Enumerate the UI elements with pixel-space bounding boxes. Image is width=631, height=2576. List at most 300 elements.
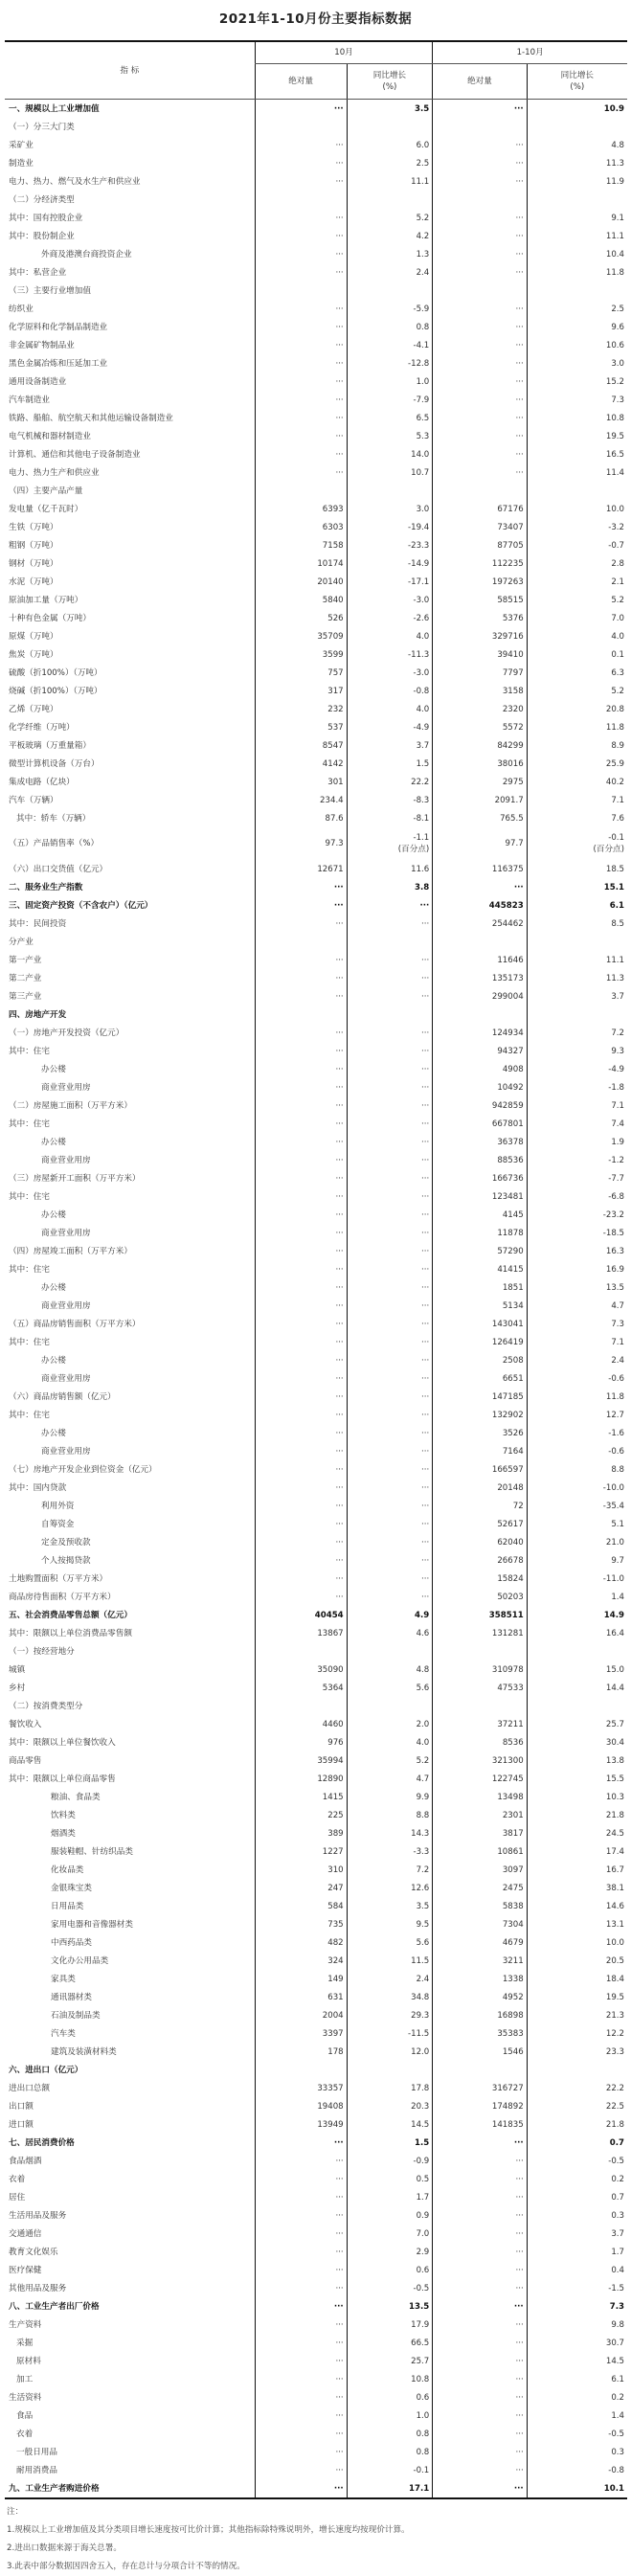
table-row bbox=[5, 627, 627, 645]
month-absolute-value: 3397 bbox=[255, 2024, 347, 2043]
ytd-absolute-value bbox=[433, 1697, 527, 1715]
unit-note: (百分点) bbox=[397, 845, 430, 854]
month-yoy-value: 12.0 bbox=[347, 2043, 433, 2061]
month-yoy-value: ··· bbox=[347, 1388, 433, 1406]
row-label: 一般日用品 bbox=[16, 2447, 57, 2457]
ytd-yoy-value: 0.7 bbox=[527, 2134, 627, 2152]
month-yoy-value: 4.7 bbox=[347, 1770, 433, 1788]
ytd-absolute-value: ··· bbox=[433, 2297, 527, 2316]
row-label: 进出口总额 bbox=[9, 2083, 50, 2093]
month-yoy-value: ··· bbox=[347, 1096, 433, 1115]
ytd-absolute-value: 47533 bbox=[433, 1679, 527, 1697]
ytd-yoy-value: 21.8 bbox=[527, 1806, 627, 1824]
row-label: 生铁（万吨） bbox=[9, 522, 58, 532]
row-label: 汽车（万辆） bbox=[9, 795, 58, 805]
ytd-absolute-value: 20148 bbox=[433, 1479, 527, 1497]
row-label: （四）房屋竣工面积（万平方米） bbox=[9, 1246, 132, 1256]
ytd-yoy-value bbox=[527, 1642, 627, 1661]
ytd-absolute-value: ··· bbox=[433, 2388, 527, 2407]
month-absolute-value: ··· bbox=[255, 1115, 347, 1133]
header-period-month: 10月 bbox=[255, 41, 433, 64]
month-yoy-value: 7.0 bbox=[347, 2225, 433, 2243]
month-absolute-value: ··· bbox=[255, 1424, 347, 1442]
month-absolute-value: 13949 bbox=[255, 2115, 347, 2134]
month-yoy-value: ··· bbox=[347, 1133, 433, 1151]
month-yoy-value: -17.1 bbox=[347, 573, 433, 591]
row-label: （一）分三大门类 bbox=[9, 122, 75, 132]
row-label: 进口额 bbox=[9, 2119, 34, 2130]
row-label: 居住 bbox=[9, 2192, 26, 2203]
ytd-yoy-value: 21.0 bbox=[527, 1533, 627, 1551]
ytd-yoy-value: 15.5 bbox=[527, 1770, 627, 1788]
ytd-absolute-value: 94327 bbox=[433, 1042, 527, 1060]
ytd-yoy-value: 11.8 bbox=[527, 718, 627, 736]
table-row bbox=[5, 2479, 627, 2498]
ytd-yoy-value: 18.4 bbox=[527, 1970, 627, 1988]
table-row bbox=[5, 2261, 627, 2279]
table-row bbox=[5, 773, 627, 791]
row-label: 八、工业生产者出厂价格 bbox=[9, 2301, 100, 2312]
ytd-yoy-value: -1.6 bbox=[527, 1424, 627, 1442]
ytd-absolute-value: 58515 bbox=[433, 591, 527, 609]
month-absolute-value: ··· bbox=[255, 969, 347, 987]
month-yoy-value: 2.5 bbox=[347, 154, 433, 172]
ytd-absolute-value: 358511 bbox=[433, 1606, 527, 1624]
ytd-absolute-value: 3158 bbox=[433, 682, 527, 700]
month-absolute-value: ··· bbox=[255, 1406, 347, 1424]
month-absolute-value: ··· bbox=[255, 1533, 347, 1551]
row-label: 中西药品类 bbox=[51, 1937, 92, 1948]
ytd-absolute-value bbox=[433, 1006, 527, 1024]
ytd-absolute-value bbox=[433, 2061, 527, 2079]
ytd-absolute-value: 13498 bbox=[433, 1788, 527, 1806]
ytd-yoy-value: -0.6 bbox=[527, 1369, 627, 1388]
ytd-yoy-value: 2.4 bbox=[527, 1351, 627, 1369]
month-absolute-value: ··· bbox=[255, 1551, 347, 1570]
row-label: （二）按消费类型分 bbox=[9, 1701, 83, 1711]
month-yoy-value: 0.5 bbox=[347, 2170, 433, 2188]
month-absolute-value: ··· bbox=[255, 391, 347, 409]
month-yoy-value: -5.9 bbox=[347, 300, 433, 318]
ytd-absolute-value: 87705 bbox=[433, 536, 527, 554]
month-yoy-value bbox=[347, 191, 433, 209]
table-row bbox=[5, 2024, 627, 2043]
month-absolute-value: 976 bbox=[255, 1733, 347, 1751]
month-yoy-value: -0.1 bbox=[347, 2461, 433, 2479]
month-yoy-value: -14.9 bbox=[347, 554, 433, 573]
ytd-yoy-value: 19.5 bbox=[527, 1988, 627, 2006]
month-yoy-value: 5.2 bbox=[347, 209, 433, 227]
month-absolute-value: ··· bbox=[255, 1315, 347, 1333]
table-row bbox=[5, 1842, 627, 1861]
month-yoy-value: -3.3 bbox=[347, 1842, 433, 1861]
ytd-absolute-value: 35383 bbox=[433, 2024, 527, 2043]
row-label: 汽车制造业 bbox=[9, 395, 50, 405]
row-label: 乡村 bbox=[9, 1683, 26, 1693]
ytd-absolute-value: 1546 bbox=[433, 2043, 527, 2061]
row-label: 第二产业 bbox=[9, 973, 42, 983]
table-row bbox=[5, 118, 627, 136]
table-row bbox=[5, 1606, 627, 1624]
month-absolute-value: ··· bbox=[255, 2279, 347, 2297]
month-yoy-value: 9.5 bbox=[347, 1915, 433, 1933]
month-absolute-value: 247 bbox=[255, 1879, 347, 1897]
ytd-yoy-value: 1.4 bbox=[527, 2407, 627, 2425]
month-yoy-value: 8.8 bbox=[347, 1806, 433, 1824]
row-label: 化妆品类 bbox=[51, 1864, 84, 1875]
header-month-yoy: 同比增长 (%) bbox=[347, 64, 433, 100]
table-row bbox=[5, 664, 627, 682]
month-yoy-value: -7.9 bbox=[347, 391, 433, 409]
ytd-yoy-value: -0.5 bbox=[527, 2152, 627, 2170]
month-yoy-value: -0.9 bbox=[347, 2152, 433, 2170]
table-row bbox=[5, 1570, 627, 1588]
ytd-yoy-value: 4.7 bbox=[527, 1297, 627, 1315]
row-label: 发电量（亿千瓦时） bbox=[9, 504, 83, 514]
month-yoy-value: 0.8 bbox=[347, 318, 433, 336]
table-row bbox=[5, 987, 627, 1006]
ytd-yoy-value: 1.4 bbox=[527, 1588, 627, 1606]
ytd-absolute-value: 254462 bbox=[433, 915, 527, 933]
month-yoy-value: 11.1 bbox=[347, 172, 433, 191]
ytd-absolute-value: ··· bbox=[433, 2134, 527, 2152]
ytd-yoy-value: 7.1 bbox=[527, 791, 627, 809]
table-row bbox=[5, 2134, 627, 2152]
table-row bbox=[5, 2061, 627, 2079]
month-absolute-value: ··· bbox=[255, 172, 347, 191]
month-absolute-value: ··· bbox=[255, 951, 347, 969]
ytd-absolute-value: 147185 bbox=[433, 1388, 527, 1406]
month-absolute-value: 13867 bbox=[255, 1624, 347, 1642]
table-row bbox=[5, 2079, 627, 2097]
month-absolute-value: ··· bbox=[255, 2388, 347, 2407]
month-yoy-value: 12.6 bbox=[347, 1879, 433, 1897]
month-yoy-value: 0.6 bbox=[347, 2388, 433, 2407]
ytd-absolute-value: ··· bbox=[433, 354, 527, 373]
ytd-yoy-value: 10.8 bbox=[527, 409, 627, 427]
row-label: 微型计算机设备（万台） bbox=[9, 758, 100, 769]
ytd-absolute-value: 122745 bbox=[433, 1770, 527, 1788]
ytd-yoy-value: 16.3 bbox=[527, 1242, 627, 1260]
ytd-absolute-value: 57290 bbox=[433, 1242, 527, 1260]
table-row bbox=[5, 2443, 627, 2461]
ytd-absolute-value: ··· bbox=[433, 100, 527, 119]
month-yoy-value: ··· bbox=[347, 1169, 433, 1187]
month-absolute-value: 178 bbox=[255, 2043, 347, 2061]
row-label: 办公楼 bbox=[41, 1209, 66, 1220]
month-absolute-value: 1415 bbox=[255, 1788, 347, 1806]
ytd-yoy-value: 22.2 bbox=[527, 2079, 627, 2097]
ytd-absolute-value: 6651 bbox=[433, 1369, 527, 1388]
table-row bbox=[5, 136, 627, 154]
table-row bbox=[5, 1333, 627, 1351]
table-row bbox=[5, 2006, 627, 2024]
month-absolute-value: ··· bbox=[255, 1096, 347, 1115]
ytd-absolute-value: ··· bbox=[433, 245, 527, 263]
month-absolute-value: 4142 bbox=[255, 755, 347, 773]
ytd-yoy-value: -0.6 bbox=[527, 1442, 627, 1460]
ytd-absolute-value: 50203 bbox=[433, 1588, 527, 1606]
month-yoy-value: 25.7 bbox=[347, 2352, 433, 2370]
table-row bbox=[5, 263, 627, 282]
month-yoy-value: 22.2 bbox=[347, 773, 433, 791]
month-absolute-value: ··· bbox=[255, 1570, 347, 1588]
table-row bbox=[5, 2334, 627, 2352]
month-absolute-value: 12890 bbox=[255, 1770, 347, 1788]
table-row bbox=[5, 878, 627, 896]
month-absolute-value: 301 bbox=[255, 773, 347, 791]
month-yoy-value: 14.0 bbox=[347, 445, 433, 463]
month-yoy-value bbox=[347, 482, 433, 500]
ytd-yoy-value: -18.5 bbox=[527, 1224, 627, 1242]
ytd-yoy-value: 13.8 bbox=[527, 1751, 627, 1770]
month-absolute-value: ··· bbox=[255, 1369, 347, 1388]
table-row bbox=[5, 2206, 627, 2225]
ytd-yoy-value: 11.1 bbox=[527, 227, 627, 245]
ytd-absolute-value: 37211 bbox=[433, 1715, 527, 1733]
month-yoy-value: 3.7 bbox=[347, 736, 433, 755]
table-row bbox=[5, 1933, 627, 1952]
month-absolute-value: ··· bbox=[255, 463, 347, 482]
ytd-yoy-value: 10.3 bbox=[527, 1788, 627, 1806]
month-yoy-value: 11.6 bbox=[347, 860, 433, 878]
table-row bbox=[5, 1551, 627, 1570]
month-absolute-value: ··· bbox=[255, 318, 347, 336]
header-ytd-absolute: 绝对量 bbox=[433, 64, 527, 100]
table-row bbox=[5, 300, 627, 318]
month-yoy-value: 6.0 bbox=[347, 136, 433, 154]
month-yoy-value: 2.0 bbox=[347, 1715, 433, 1733]
month-absolute-value: 526 bbox=[255, 609, 347, 627]
month-yoy-value: 17.1 bbox=[347, 2479, 433, 2498]
month-yoy-value: -8.1 bbox=[347, 809, 433, 827]
table-row bbox=[5, 860, 627, 878]
ytd-yoy-value: -1.2 bbox=[527, 1151, 627, 1169]
month-yoy-value bbox=[347, 1642, 433, 1661]
row-label: 耐用消费品 bbox=[16, 2465, 57, 2475]
row-label: 分产业 bbox=[9, 937, 34, 947]
row-label: 其中：住宅 bbox=[9, 1337, 50, 1347]
ytd-absolute-value: 329716 bbox=[433, 627, 527, 645]
ytd-yoy-value: 9.6 bbox=[527, 318, 627, 336]
month-yoy-value: -23.3 bbox=[347, 536, 433, 554]
month-yoy-value: 5.6 bbox=[347, 1933, 433, 1952]
row-label: 粮油、食品类 bbox=[51, 1792, 101, 1802]
month-yoy-value: ··· bbox=[347, 1187, 433, 1206]
ytd-absolute-value: 131281 bbox=[433, 1624, 527, 1642]
ytd-yoy-value: 17.4 bbox=[527, 1842, 627, 1861]
table-row bbox=[5, 245, 627, 263]
row-label: 通用设备制造业 bbox=[9, 376, 67, 387]
ytd-yoy-value: -0.7 bbox=[527, 536, 627, 554]
month-yoy-value: 3.0 bbox=[347, 500, 433, 518]
ytd-absolute-value: 73407 bbox=[433, 518, 527, 536]
table-row bbox=[5, 536, 627, 554]
table-row bbox=[5, 336, 627, 354]
month-absolute-value: 234.4 bbox=[255, 791, 347, 809]
month-absolute-value: 5364 bbox=[255, 1679, 347, 1697]
month-yoy-value: 4.0 bbox=[347, 1733, 433, 1751]
month-yoy-value bbox=[347, 933, 433, 951]
table-row bbox=[5, 227, 627, 245]
page-title: 2021年1-10月份主要指标数据 bbox=[218, 11, 413, 27]
ytd-yoy-value: 40.2 bbox=[527, 773, 627, 791]
ytd-yoy-value: 14.9 bbox=[527, 1606, 627, 1624]
month-absolute-value: 149 bbox=[255, 1970, 347, 1988]
row-label: 纺织业 bbox=[9, 304, 34, 314]
row-label: 计算机、通信和其他电子设备制造业 bbox=[9, 449, 141, 460]
ytd-absolute-value: 299004 bbox=[433, 987, 527, 1006]
month-yoy-value: -3.0 bbox=[347, 591, 433, 609]
ytd-absolute-value: 2508 bbox=[433, 1351, 527, 1369]
ytd-absolute-value bbox=[433, 482, 527, 500]
row-label: （四）主要产品产量 bbox=[9, 486, 83, 496]
table-row bbox=[5, 1460, 627, 1479]
table-row bbox=[5, 482, 627, 500]
row-label: 五、社会消费品零售总额（亿元） bbox=[9, 1610, 132, 1620]
row-label: 原材料 bbox=[16, 2356, 41, 2366]
row-label: 其中：住宅 bbox=[9, 1191, 50, 1202]
table-row bbox=[5, 1151, 627, 1169]
ytd-yoy-value: 6.3 bbox=[527, 664, 627, 682]
table-row bbox=[5, 1006, 627, 1024]
row-label: 制造业 bbox=[9, 158, 34, 169]
ytd-yoy-value: 10.0 bbox=[527, 500, 627, 518]
unit-note: (百分点) bbox=[593, 845, 624, 854]
ytd-absolute-value: 765.5 bbox=[433, 809, 527, 827]
month-absolute-value: ··· bbox=[255, 1515, 347, 1533]
table-row bbox=[5, 1224, 627, 1242]
row-label: 日用品类 bbox=[51, 1901, 84, 1911]
row-label: 采矿业 bbox=[9, 140, 34, 150]
table-row bbox=[5, 573, 627, 591]
table-row bbox=[5, 809, 627, 827]
ytd-absolute-value: 7304 bbox=[433, 1915, 527, 1933]
ytd-yoy-value: 10.9 bbox=[527, 100, 627, 119]
row-label: （五）商品房销售面积（万平方米） bbox=[9, 1319, 141, 1329]
table-row bbox=[5, 969, 627, 987]
row-label: 水泥（万吨） bbox=[9, 576, 58, 587]
ytd-absolute-value: 4952 bbox=[433, 1988, 527, 2006]
ytd-yoy-value: 38.1 bbox=[527, 1879, 627, 1897]
ytd-absolute-value: 16898 bbox=[433, 2006, 527, 2024]
row-label: （二）分经济类型 bbox=[9, 194, 75, 205]
month-yoy-value: ··· bbox=[347, 987, 433, 1006]
ytd-yoy-value: 0.7 bbox=[527, 2188, 627, 2206]
table-row bbox=[5, 2388, 627, 2407]
month-absolute-value: ··· bbox=[255, 445, 347, 463]
ytd-absolute-value: 132902 bbox=[433, 1406, 527, 1424]
month-absolute-value: ··· bbox=[255, 1333, 347, 1351]
ytd-yoy-value: 16.5 bbox=[527, 445, 627, 463]
ytd-yoy-value: 16.7 bbox=[527, 1861, 627, 1879]
month-absolute-value: ··· bbox=[255, 2243, 347, 2261]
month-absolute-value: ··· bbox=[255, 2152, 347, 2170]
month-absolute-value bbox=[255, 482, 347, 500]
ytd-absolute-value: ··· bbox=[433, 2334, 527, 2352]
ytd-yoy-value: 15.2 bbox=[527, 373, 627, 391]
table-row bbox=[5, 1624, 627, 1642]
ytd-absolute-value: 67176 bbox=[433, 500, 527, 518]
row-label: 商业营业用房 bbox=[41, 1373, 91, 1384]
row-label: 食品 bbox=[16, 2410, 34, 2421]
table-row bbox=[5, 463, 627, 482]
footnote-3: 3.此表中部分数据因四舍五入，存在总计与分项合计不等的情况。 bbox=[7, 2562, 245, 2571]
ytd-yoy-value: 23.3 bbox=[527, 2043, 627, 2061]
ytd-yoy-value: -7.7 bbox=[527, 1169, 627, 1187]
row-label: 食品烟酒 bbox=[9, 2156, 42, 2166]
month-yoy-value: ··· bbox=[347, 1497, 433, 1515]
header-period-ytd: 1-10月 bbox=[433, 41, 627, 64]
ytd-yoy-value: 7.1 bbox=[527, 1333, 627, 1351]
month-absolute-value: ··· bbox=[255, 2206, 347, 2225]
ytd-absolute-value: 141835 bbox=[433, 2115, 527, 2134]
month-yoy-value: ··· bbox=[347, 1333, 433, 1351]
ytd-absolute-value: 316727 bbox=[433, 2079, 527, 2097]
month-yoy-value: 0.9 bbox=[347, 2206, 433, 2225]
month-absolute-value: 8547 bbox=[255, 736, 347, 755]
ytd-yoy-value: 20.5 bbox=[527, 1952, 627, 1970]
row-label: 外商及港澳台商投资企业 bbox=[41, 249, 132, 260]
table-row bbox=[5, 1060, 627, 1078]
row-label: （二）房屋施工面积（万平方米） bbox=[9, 1100, 132, 1111]
table-row bbox=[5, 1206, 627, 1224]
month-yoy-value: 10.7 bbox=[347, 463, 433, 482]
row-label: 其中：限额以上单位餐饮收入 bbox=[9, 1737, 116, 1748]
table-row bbox=[5, 1824, 627, 1842]
ytd-absolute-value: 166736 bbox=[433, 1169, 527, 1187]
table-row bbox=[5, 1297, 627, 1315]
row-label: 出口额 bbox=[9, 2101, 34, 2112]
ytd-absolute-value: 7164 bbox=[433, 1442, 527, 1460]
row-label: （六）商品房销售额（亿元） bbox=[9, 1391, 116, 1402]
row-label: 饮料类 bbox=[51, 1810, 76, 1820]
month-yoy-value: 34.8 bbox=[347, 1988, 433, 2006]
row-label: 商品零售 bbox=[9, 1755, 42, 1766]
ytd-yoy-value: 11.9 bbox=[527, 172, 627, 191]
row-label: 办公楼 bbox=[41, 1282, 66, 1293]
month-absolute-value: ··· bbox=[255, 1260, 347, 1278]
ytd-yoy-value bbox=[527, 1006, 627, 1024]
table-row bbox=[5, 1788, 627, 1806]
ytd-absolute-value: ··· bbox=[433, 172, 527, 191]
month-yoy-value: 4.0 bbox=[347, 627, 433, 645]
month-absolute-value: ··· bbox=[255, 2461, 347, 2479]
ytd-absolute-value: 3526 bbox=[433, 1424, 527, 1442]
month-absolute-value: ··· bbox=[255, 1060, 347, 1078]
ytd-yoy-value: 18.5 bbox=[527, 860, 627, 878]
row-label: 其中：私营企业 bbox=[9, 267, 67, 278]
ytd-yoy-value: 9.7 bbox=[527, 1551, 627, 1570]
ytd-absolute-value: ··· bbox=[433, 2316, 527, 2334]
month-yoy-value: 1.0 bbox=[347, 373, 433, 391]
row-label: 城镇 bbox=[9, 1664, 26, 1675]
month-yoy-value: -0.5 bbox=[347, 2279, 433, 2297]
row-label: 交通通信 bbox=[9, 2228, 42, 2239]
ytd-absolute-value: ··· bbox=[433, 2188, 527, 2206]
month-absolute-value: ··· bbox=[255, 209, 347, 227]
ytd-absolute-value: 5376 bbox=[433, 609, 527, 627]
ytd-absolute-value: ··· bbox=[433, 2152, 527, 2170]
month-absolute-value: ··· bbox=[255, 1078, 347, 1096]
month-absolute-value: ··· bbox=[255, 227, 347, 245]
month-absolute-value: ··· bbox=[255, 2225, 347, 2243]
ytd-yoy-value: -4.9 bbox=[527, 1060, 627, 1078]
row-label: 钢材（万吨） bbox=[9, 558, 58, 569]
month-yoy-value: 2.9 bbox=[347, 2243, 433, 2261]
ytd-absolute-value: 41415 bbox=[433, 1260, 527, 1278]
month-yoy-value: ··· bbox=[347, 1115, 433, 1133]
